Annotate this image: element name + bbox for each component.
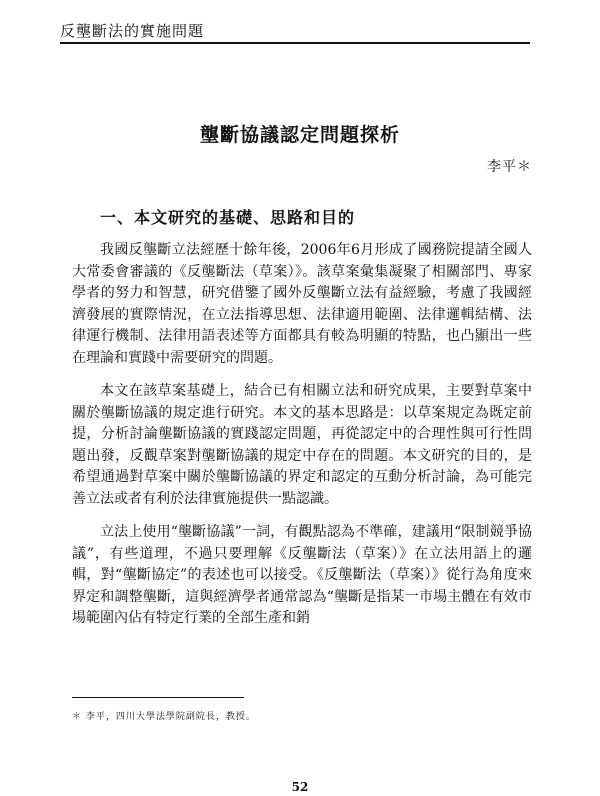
page-number: 52 xyxy=(291,780,309,794)
paragraph-3: 立法上使用“壟斷協議”一詞，有觀點認為不準確，建議用“限制競爭協議”，有些道理，不過只要理解《反壟斷法（草案）》在立法用語上的邏輯，對“壟斷協定”的表述也可以接受。《反壟斷法（草案）》從行為角度來界定和調整壟斷，這與經濟學者通常認為“壟斷是指某一市場主體在有效市場範圍內佔有特定行業的全部生產和銷 xyxy=(72,524,532,626)
running-head: 反壟斷法的實施問題 xyxy=(60,22,205,40)
paragraph-1: 我國反壟斷立法經歷十餘年後，2006年6月形成了國務院提請全國人大常委會審議的《反壟斷法（草案）》。該草案彙集凝聚了相關部門、專家學者的努力和智慧，研究借鑒了國外反壟斷立法有益經驗，考慮了我國經濟發展的實際情況，在立法指導思想、法律適用範圍、法律邏輯結構、法律運行機制、法律用語表述等方面都具有較為明顯的特點，也凸顯出一些在理論和實踐中需要研究的問題。 xyxy=(72,242,532,366)
paragraph-2: 本文在該草案基礎上，結合已有相關立法和研究成果，主要對草案中關於壟斷協議的規定進行研究。本文的基本思路是：以草案規定為既定前提，分析討論壟斷協議的實踐認定問題，再從認定中的合理性與可行性問題出發，反觀草案對壟斷協議的規定中存在的問題。本文研究的目的，是希望通過對草案中關於壟斷協議的界定和認定的互動分析討論，為可能完善立法或者有利於法律實施提供一點認識。 xyxy=(72,383,532,507)
footnote-rule xyxy=(72,697,244,698)
article-title: 壟斷協議認定問題探析 xyxy=(199,124,400,146)
header-rule xyxy=(60,42,530,44)
body-text xyxy=(72,240,532,642)
section-heading: 一、本文研究的基礎、思路和目的 xyxy=(100,208,356,227)
footnote: ＊ 李平，四川大學法學院副院長，教授。 xyxy=(72,712,256,722)
author-name: 李平＊ xyxy=(487,159,532,175)
